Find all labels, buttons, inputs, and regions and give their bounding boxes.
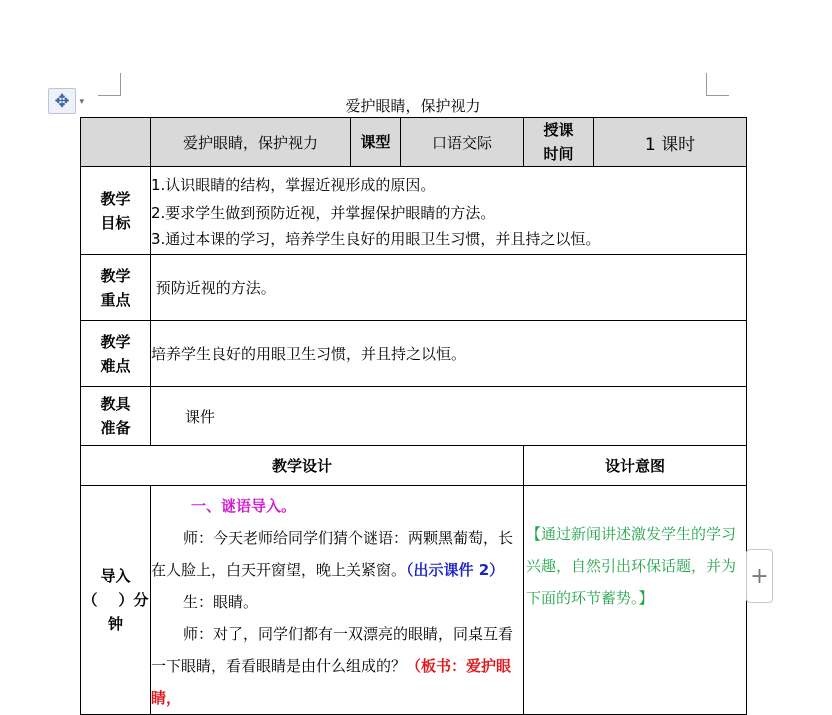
goals-label-line-2: 目标: [100, 213, 131, 232]
intro-paragraph-3: [151, 618, 523, 714]
materials-content-cell: 课件: [151, 387, 747, 446]
intro-row: [81, 486, 747, 715]
goal-item-3: 3.通过本课的学习，培养学生良好的用眼卫生习惯，并且持之以恒。: [151, 229, 601, 248]
difficulties-label-cell: [81, 321, 151, 387]
difficulties-content-cell: 培养学生良好的用眼卫生习惯，并且持之以恒。: [151, 321, 747, 387]
intro-intent-text: 【通过新闻讲述激发学生的学习兴趣，自然引出环保话题，并为下面的环节蓄势。】: [526, 525, 737, 607]
hours-label-line-1: 授课: [543, 121, 574, 139]
goals-label-cell: [81, 167, 151, 255]
intro-label-cell: [81, 486, 151, 715]
goal-item-2: 2.要求学生做到预防近视，并掌握保护眼睛的方法。: [151, 203, 496, 222]
difficulties-label-line-2: 难点: [100, 356, 131, 375]
board-note: （板书：爱护眼睛，: [151, 657, 512, 707]
intro-paragraph-3-text: 师：对了，同学们都有一双漂亮的眼睛，同桌互看一下眼睛，看看眼睛是由什么组成的？: [151, 625, 514, 675]
page-corner-mark-left: [98, 73, 121, 96]
hours-label-cell: [524, 118, 594, 167]
design-header-row: [81, 446, 747, 486]
intro-content-cell: [151, 486, 524, 715]
difficulties-label-line-1: 教学: [100, 332, 131, 351]
document-title: 爱护眼睛，保护视力: [345, 97, 481, 115]
materials-row: [81, 387, 747, 446]
intro-label-line-1: 导入: [100, 567, 131, 585]
chevron-down-icon[interactable]: ▾: [79, 97, 84, 107]
intro-paragraph-1: [151, 522, 523, 586]
intro-label-line-2: （ ）分: [82, 591, 149, 609]
type-value-cell: 口语交际: [401, 118, 524, 167]
header-blank-cell: [81, 118, 151, 167]
lesson-name-cell: 爱护眼睛，保护视力: [151, 118, 351, 167]
key-points-label-line-1: 教学: [100, 266, 131, 285]
intro-section-title: 一、谜语导入。: [191, 497, 297, 515]
type-label-cell: 课型: [351, 118, 401, 167]
add-icon[interactable]: +: [746, 549, 773, 603]
header-row: [81, 118, 747, 167]
key-points-content-cell: 预防近视的方法。: [151, 255, 747, 321]
hours-value-cell: 1 课时: [594, 118, 747, 167]
goals-row: [81, 167, 747, 255]
key-points-row: [81, 255, 747, 321]
materials-label-line-2: 准备: [100, 419, 131, 437]
goals-content-cell: [151, 167, 747, 255]
intro-intent-cell: [524, 486, 747, 715]
goals-label-line-1: 教学: [100, 189, 131, 208]
courseware-note: （出示课件 2）: [406, 561, 505, 579]
goal-item-1: 1.认识眼睛的结构，掌握近视形成的原因。: [151, 175, 436, 194]
materials-label-line-1: 教具: [100, 395, 131, 413]
page-corner-mark-right: [706, 73, 729, 96]
key-points-label-cell: [81, 255, 151, 321]
design-header-left: 教学设计: [81, 446, 524, 486]
hours-label-line-2: 时间: [543, 145, 574, 163]
difficulties-row: [81, 321, 747, 387]
lesson-plan-table: [80, 117, 747, 715]
intro-label-line-3: 钟: [107, 615, 123, 633]
design-header-right: 设计意图: [524, 446, 747, 486]
table-move-icon[interactable]: ✥ ▾: [48, 88, 76, 114]
key-points-label-line-2: 重点: [100, 290, 131, 309]
intro-paragraph-1-text: 师：今天老师给同学们猜个谜语：两颗黑葡萄，长在人脸上，白天开窗望，晚上关紧窗。: [151, 529, 514, 579]
intro-paragraph-2: 生：眼睛。: [183, 593, 259, 611]
materials-label-cell: [81, 387, 151, 446]
